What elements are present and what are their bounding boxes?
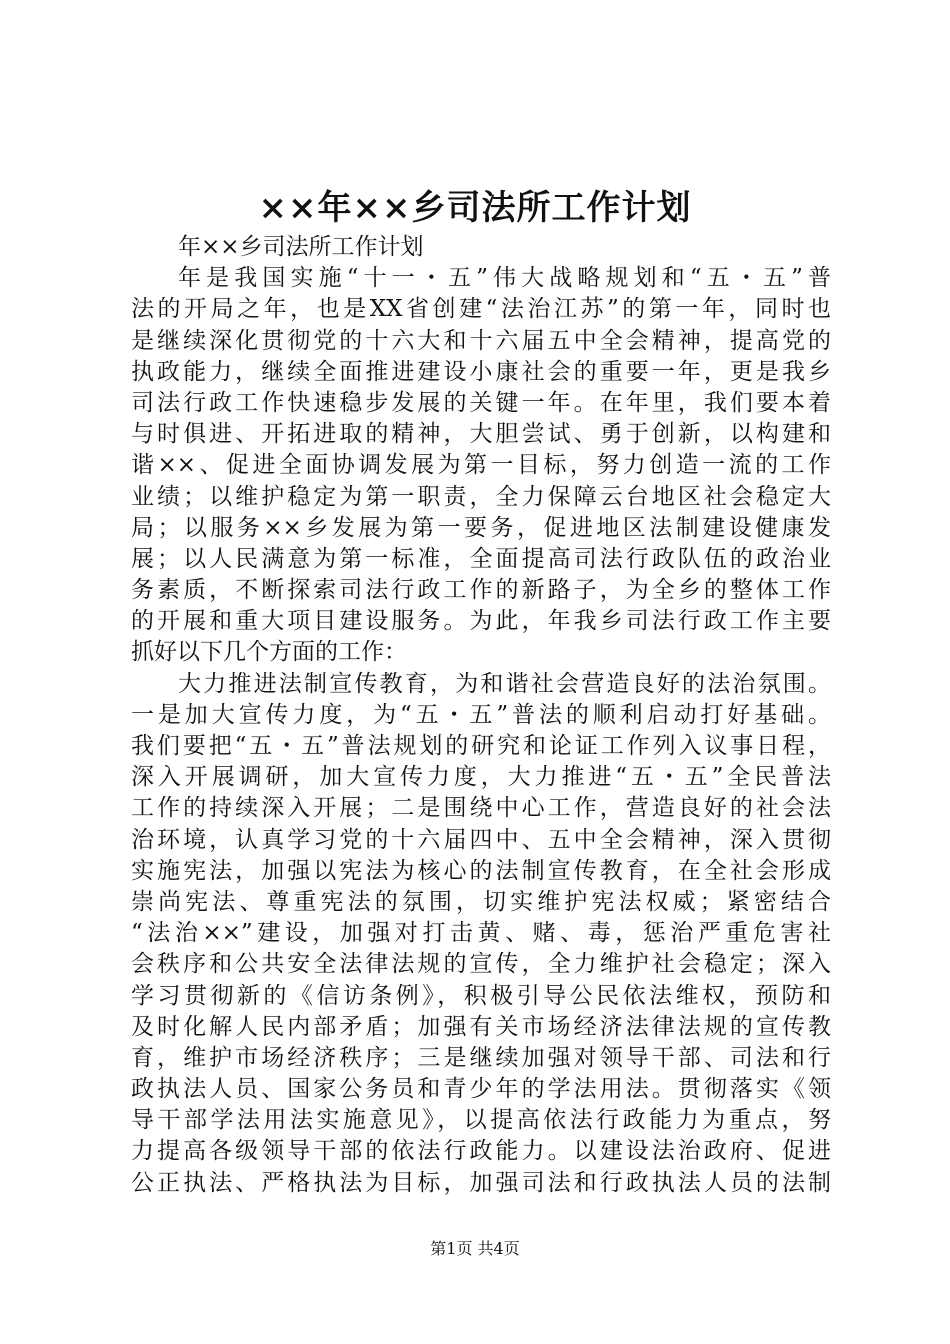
text-line: 务素质，不断探索司法行政工作的新路子，为全乡的整体工作 — [131, 577, 831, 604]
text-line: 局；以服务××乡发展为第一要务，促进地区法制建设健康发 — [131, 514, 831, 541]
text-line: 公正执法、严格执法为目标，加强司法和行政执法人员的法制 — [131, 1169, 831, 1196]
page-footer: 第1页 共4页 — [430, 1239, 520, 1258]
text-line: 力提高各级领导干部的依法行政能力。以建设法治政府、促进 — [131, 1138, 831, 1165]
text-line: “法治××”建设，加强对打击黄、赌、毒，惩治严重危害社 — [131, 920, 831, 947]
text-line: 工作的持续深入开展；二是围绕中心工作，营造良好的社会法 — [131, 795, 831, 822]
text-line: 是继续深化贯彻党的十六大和十六届五中全会精神，提高党的 — [131, 327, 831, 354]
text-line: 谐××、促进全面协调发展为第一目标，努力创造一流的工作 — [131, 452, 831, 479]
text-line: 深入开展调研，加大宣传力度，大力推进“五・五”全民普法 — [131, 764, 831, 791]
text-line: 政执法人员、国家公务员和青少年的学法用法。贯彻落实《领 — [131, 1076, 831, 1103]
text-line: 实施宪法，加强以宪法为核心的法制宣传教育，在全社会形成 — [131, 857, 831, 884]
text-line: 法的开局之年，也是XX省创建“法治江苏”的第一年，同时也 — [131, 296, 831, 323]
text-line: 与时俱进、开拓进取的精神，大胆尝试、勇于创新，以构建和 — [131, 421, 831, 448]
text-line: 业绩；以维护稳定为第一职责，全力保障云台地区社会稳定大 — [131, 483, 831, 510]
text-line: 治环境，认真学习党的十六届四中、五中全会精神，深入贯彻 — [131, 826, 831, 853]
text-line: 展；以人民满意为第一标准，全面提高司法行政队伍的政治业 — [131, 545, 831, 572]
section-heading-line: 大力推进法制宣传教育，为和谐社会营造良好的法治氛围。 — [178, 670, 831, 697]
subtitle-line: 年××乡司法所工作计划 — [178, 234, 424, 260]
text-line: 的开展和重大项目建设服务。为此，年我乡司法行政工作主要 — [131, 608, 831, 635]
text-line: 学习贯彻新的《信访条例》，积极引导公民依法维权，预防和 — [131, 982, 831, 1009]
text-line: 育，维护市场经济秩序；三是继续加强对领导干部、司法和行 — [131, 1044, 831, 1071]
text-line: 崇尚宪法、尊重宪法的氛围，切实维护宪法权威；紧密结合 — [131, 888, 831, 915]
document-body — [131, 232, 831, 1199]
text-line: 会秩序和公共安全法律法规的宣传，全力维护社会稳定；深入 — [131, 951, 831, 978]
text-line: 年是我国实施“十一・五”伟大战略规划和“五・五”普 — [178, 265, 831, 292]
text-line: 我们要把“五・五”普法规划的研究和论证工作列入议事日程， — [131, 733, 831, 759]
document-title: ××年××乡司法所工作计划 — [258, 188, 692, 228]
text-line: 一是加大宣传力度，为“五・五”普法的顺利启动打好基础。 — [131, 701, 831, 728]
text-line: 司法行政工作快速稳步发展的关键一年。在年里，我们要本着 — [131, 389, 831, 416]
text-line: 抓好以下几个方面的工作： — [131, 639, 407, 666]
text-line: 及时化解人民内部矛盾；加强有关市场经济法律法规的宣传教 — [131, 1013, 831, 1040]
text-line: 执政能力，继续全面推进建设小康社会的重要一年，更是我乡 — [131, 358, 831, 385]
text-line: 导干部学法用法实施意见》，以提高依法行政能力为重点，努 — [131, 1107, 831, 1134]
